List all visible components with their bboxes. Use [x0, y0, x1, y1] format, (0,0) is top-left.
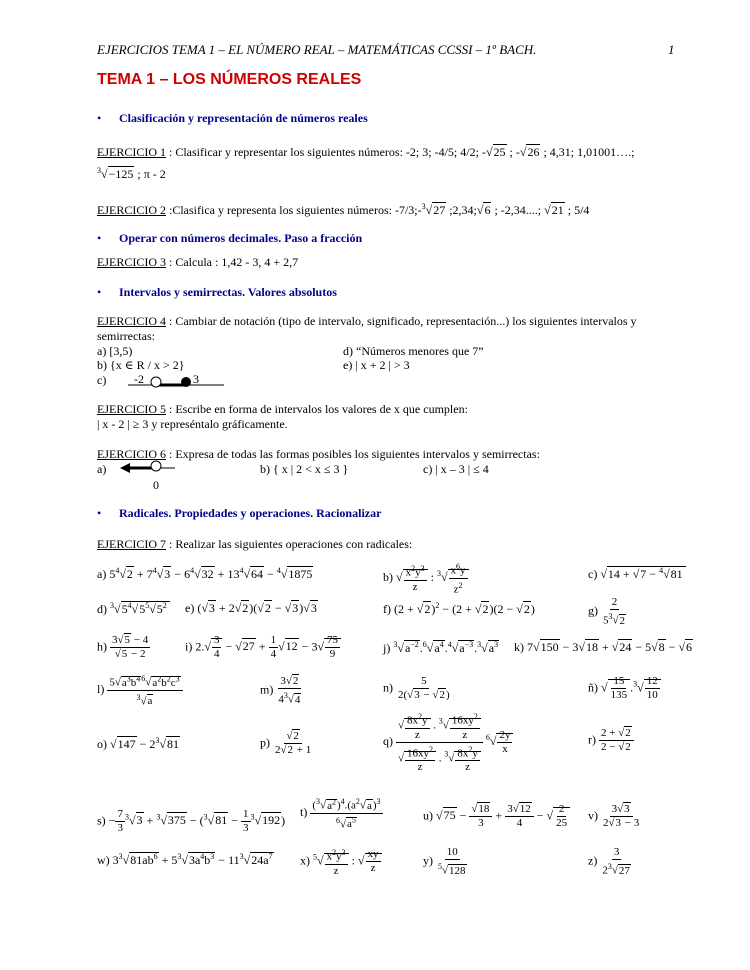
item-a: a) [3,5): [97, 344, 133, 358]
operation-a: a) $5^4√2 + 7^4√3 - 6^4√32 + 13^4√64 - ^4√1875$: [97, 566, 313, 581]
operation-u: u) √75 − $\frac{√18}{3}$ + $\frac{3√12}{4}$ − √ $\frac{2}{25}$: [423, 803, 570, 830]
item-b: b) { x | 2 < x ≤ 3 }: [260, 462, 349, 476]
operation-d: d) $^3√5^4√5^5√5^2$: [97, 601, 170, 617]
exercise-6: EJERCICIO 6 : Expresa de todas las formas posibles los siguientes intervalos y semirrectas:: [97, 447, 540, 461]
exercise-7: EJERCICIO 7 : Realizar las siguientes operaciones con radicales:: [97, 537, 413, 551]
exercise-2: EJERCICIO 2 :Clasifica y representa los siguientes números: -7/3;-$^3$√27 ;2,34;√6 ; -2,34....; √21 ; 5/4: [97, 202, 590, 217]
bullet-icon: •: [97, 231, 102, 245]
item-c: c) | x – 3 | ≤ 4: [423, 462, 489, 476]
number-line-label: 3: [193, 372, 199, 386]
operation-c: c) √14 + √7 − $^4$√81: [588, 566, 686, 582]
operation-x: x) $^5$√ $\frac{x^2y^3}{z}$ : √ $\frac{xy}{z}$: [300, 846, 382, 878]
item-a: a): [97, 462, 107, 476]
operation-p: p) $\frac{√2}{2√2 + 1}$: [260, 730, 312, 756]
exercise-1-line2: $^3$√−125 ; π - 2: [97, 166, 166, 181]
operation-v: v) $\frac{3√3}{2√3 - 3}$: [588, 803, 640, 829]
operation-r: r) $\frac{2 + √2}{2 - √2}$: [588, 727, 634, 754]
item-e: e) | x + 2 | > 3: [343, 358, 410, 372]
exercise-5: EJERCICIO 5 : Escribe en forma de intervalos los valores de x que cumplen:: [97, 402, 468, 416]
exercise-5-line2: | x - 2 | ≥ 3 y represéntalo gráficamente.: [97, 417, 288, 431]
operation-y: y) $\frac{10}{^5√128}$: [423, 846, 466, 877]
operation-j: j) $^3√a^{-2}.^6√a^4.^4√a^{-3}.^3√a^3$: [383, 640, 499, 655]
operation-g: g) $\frac{2}{5^3√2}$: [588, 596, 626, 627]
exercise-1: EJERCICIO 1 : Clasificar y representar los siguientes números: -2; 3; -4/5; 4/2; -√25 ; -√26 ; 4,31; 1,01001….;: [97, 145, 635, 159]
exercise-4: EJERCICIO 4 : Cambiar de notación (tipo de intervalo, significado, representación...) los siguientes intervalos y: [97, 314, 637, 328]
operation-m: m) $\frac{3√2}{4^3√4}$: [260, 675, 301, 706]
operation-n: n) $\frac{5}{2(√3 - √2)}$: [383, 675, 450, 701]
section-heading: Radicales. Propiedades y operaciones. Racionalizar: [119, 506, 382, 520]
exercise-3: EJERCICIO 3 : Calcula : 1,42 - 3, 4 + 2,7: [97, 255, 299, 269]
section-heading: Clasificación y representación de números reales: [119, 111, 368, 125]
page-number: 1: [668, 42, 675, 57]
operation-nn: ñ) √ $\frac{15}{135}$ .$^3$√ $\frac{12}{10}$: [588, 675, 661, 702]
exercise-4-line2: semirrectas:: [97, 329, 155, 343]
number-line-label: 0: [153, 478, 159, 492]
bullet-icon: •: [97, 285, 102, 299]
operation-s: s) − $\frac{7}{3}$ $^3$√3 + $^3$√375 − ($^3$√81 − $\frac{1}{3}$ $^3$√192): [97, 808, 286, 834]
operation-e: e) (√3 + 2√2)(√2 − √3)√3: [185, 601, 317, 615]
operation-q: q) √ $\frac{8x^2y}{z}$ . $^3$√ $\frac{16xy^2}{z}$ √ $\frac{16xy^2}{z}$ . $^3$√ $\frac{8x^2y}{z}$ $^6$√ $\frac{2y}{x}$: [383, 710, 513, 774]
section-heading: Operar con números decimales. Paso a fracción: [119, 231, 363, 245]
operation-k: k) 7√150 − 3√18 + √24 − 5√8 − √6: [514, 640, 693, 654]
item-c: c): [97, 373, 107, 387]
bullet-icon: •: [97, 111, 102, 125]
number-line-label: -2: [134, 372, 144, 386]
exercise-label: EJERCICIO 1: [97, 145, 166, 159]
item-b: b) {x ∈ R / x > 2}: [97, 358, 185, 372]
operation-o: o) $√147 - 2^3√81$: [97, 736, 179, 751]
running-header: EJERCICIOS TEMA 1 – EL NÚMERO REAL – MATEMÁTICAS CCSSI – 1º BACH.: [97, 42, 537, 57]
semirrecta-graph: [120, 460, 180, 476]
number-line-graph: [128, 376, 228, 390]
operation-i: i) 2.√ $\frac{3}{4}$ − √27 + $\frac{1}{4}$ √12 − 3√ $\frac{75}{9}$: [185, 634, 341, 661]
operation-h: h) $\frac{3√5 - 4}{√5 - 2}$: [97, 634, 149, 660]
operation-l: l) $\frac{5√a^3b^{46}√a^2b^2c^3}{^3√a}$: [97, 672, 183, 708]
operation-f: f) $(2 + √2)^2 - (2 + √2)(2 - √2)$: [383, 601, 535, 616]
operation-t: t) $\frac{(^3√a^2)^4.(a^2√a)^3}{^6√a^5}$: [300, 797, 381, 831]
operation-w: w) $3^3√81ab^6 + 5^3√3a^4b^3 - 11^3√24a^7$: [97, 852, 273, 867]
bullet-icon: •: [97, 506, 102, 520]
item-d: d) “Números menores que 7”: [343, 344, 484, 358]
section-heading: Intervalos y semirrectas. Valores absolutos: [119, 285, 337, 299]
page-title: TEMA 1 – LOS NÚMEROS REALES: [97, 71, 362, 88]
operation-b: b) √ $\frac{x^2y^3}{z}$ : $^3$√ $\frac{x^6y}{z^2}$: [383, 560, 469, 596]
operation-z: z) $\frac{3}{2^3√27}$: [588, 846, 630, 877]
